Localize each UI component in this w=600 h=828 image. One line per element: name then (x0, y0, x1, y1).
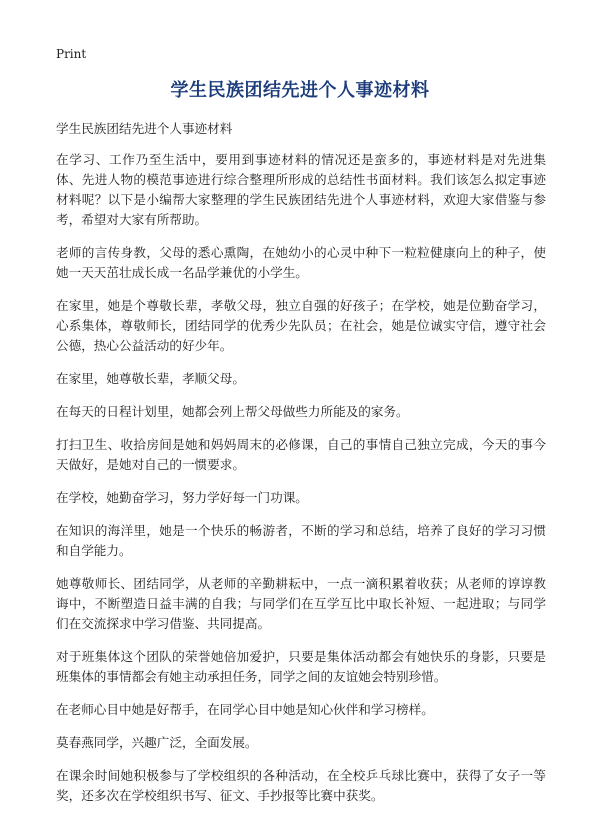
document-subtitle: 学生民族团结先进个人事迹材料 (56, 121, 233, 136)
body-paragraph: 在知识的海洋里，她是一个快乐的畅游者，不断的学习和总结，培养了良好的学习习惯和自学能力。 (56, 523, 546, 558)
document-title: 学生民族团结先进个人事迹材料 (170, 80, 430, 101)
body-paragraph: 莫春燕同学，兴趣广泛，全面发展。 (56, 735, 258, 750)
body-paragraph: 她尊敬师长、团结同学，从老师的辛勤耕耘中，一点一滴积累着收获；从老师的谆谆教诲中，不断塑造日益丰满的自我；与同学们在互学互比中取长补短、一起进取；与同学们在交流探求中学习借鉴、共同提高。 (56, 576, 546, 631)
body-paragraph: 在家里，她是个尊敬长辈，孝敬父母，独立自强的好孩子；在学校，她是位勤奋学习，心系集体，尊敬师长，团结同学的优秀少先队员；在社会，她是位诚实守信，遵守社会公德，热心公益活动的好少年。 (56, 298, 546, 353)
body-paragraph: 对于班集体这个团队的荣誉她倍加爱护，只要是集体活动都会有她快乐的身影，只要是班集体的事情都会有她主动承担任务，同学之间的友谊她会特别珍惜。 (56, 649, 546, 684)
body-paragraph: 在学校，她勤奋学习，努力学好每一门功课。 (56, 490, 308, 505)
body-paragraph: 老师的言传身教，父母的悉心熏陶，在她幼小的心灵中种下一粒粒健康向上的种子，使她一天天茁壮成长成一名品学兼优的小学生。 (56, 245, 546, 280)
body-paragraph: 在课余时间她积极参与了学校组织的各种活动，在全校乒乓球比赛中，获得了女子一等奖，还多次在学校组织书写、征文、手抄报等比赛中获奖。 (56, 768, 546, 803)
document-body (56, 119, 546, 819)
body-paragraph: 在老师心目中她是好帮手，在同学心目中她是知心伙伴和学习榜样。 (56, 702, 434, 717)
intro-paragraph: 在学习、工作乃至生活中，要用到事迹材料的情况还是蛮多的，事迹材料是对先进集体、先进人物的模范事迹进行综合整理所形成的总结性书面材料。我们该怎么拟定事迹材料呢？以下是小编帮大家整理的学生民族团结先进个人事迹材料，欢迎大家借鉴与参考，希望对大家有所帮助。 (56, 152, 546, 227)
body-paragraph: 在每天的日程计划里，她都会列上帮父母做些力所能及的家务。 (56, 404, 409, 419)
body-paragraph: 在家里，她尊敬长辈，孝顺父母。 (56, 371, 245, 386)
body-paragraph: 打扫卫生、收拾房间是她和妈妈周末的必修课，自己的事情自己独立完成，今天的事今天做好，是她对自己的一惯要求。 (56, 437, 546, 472)
print-link[interactable]: Print (56, 47, 87, 61)
